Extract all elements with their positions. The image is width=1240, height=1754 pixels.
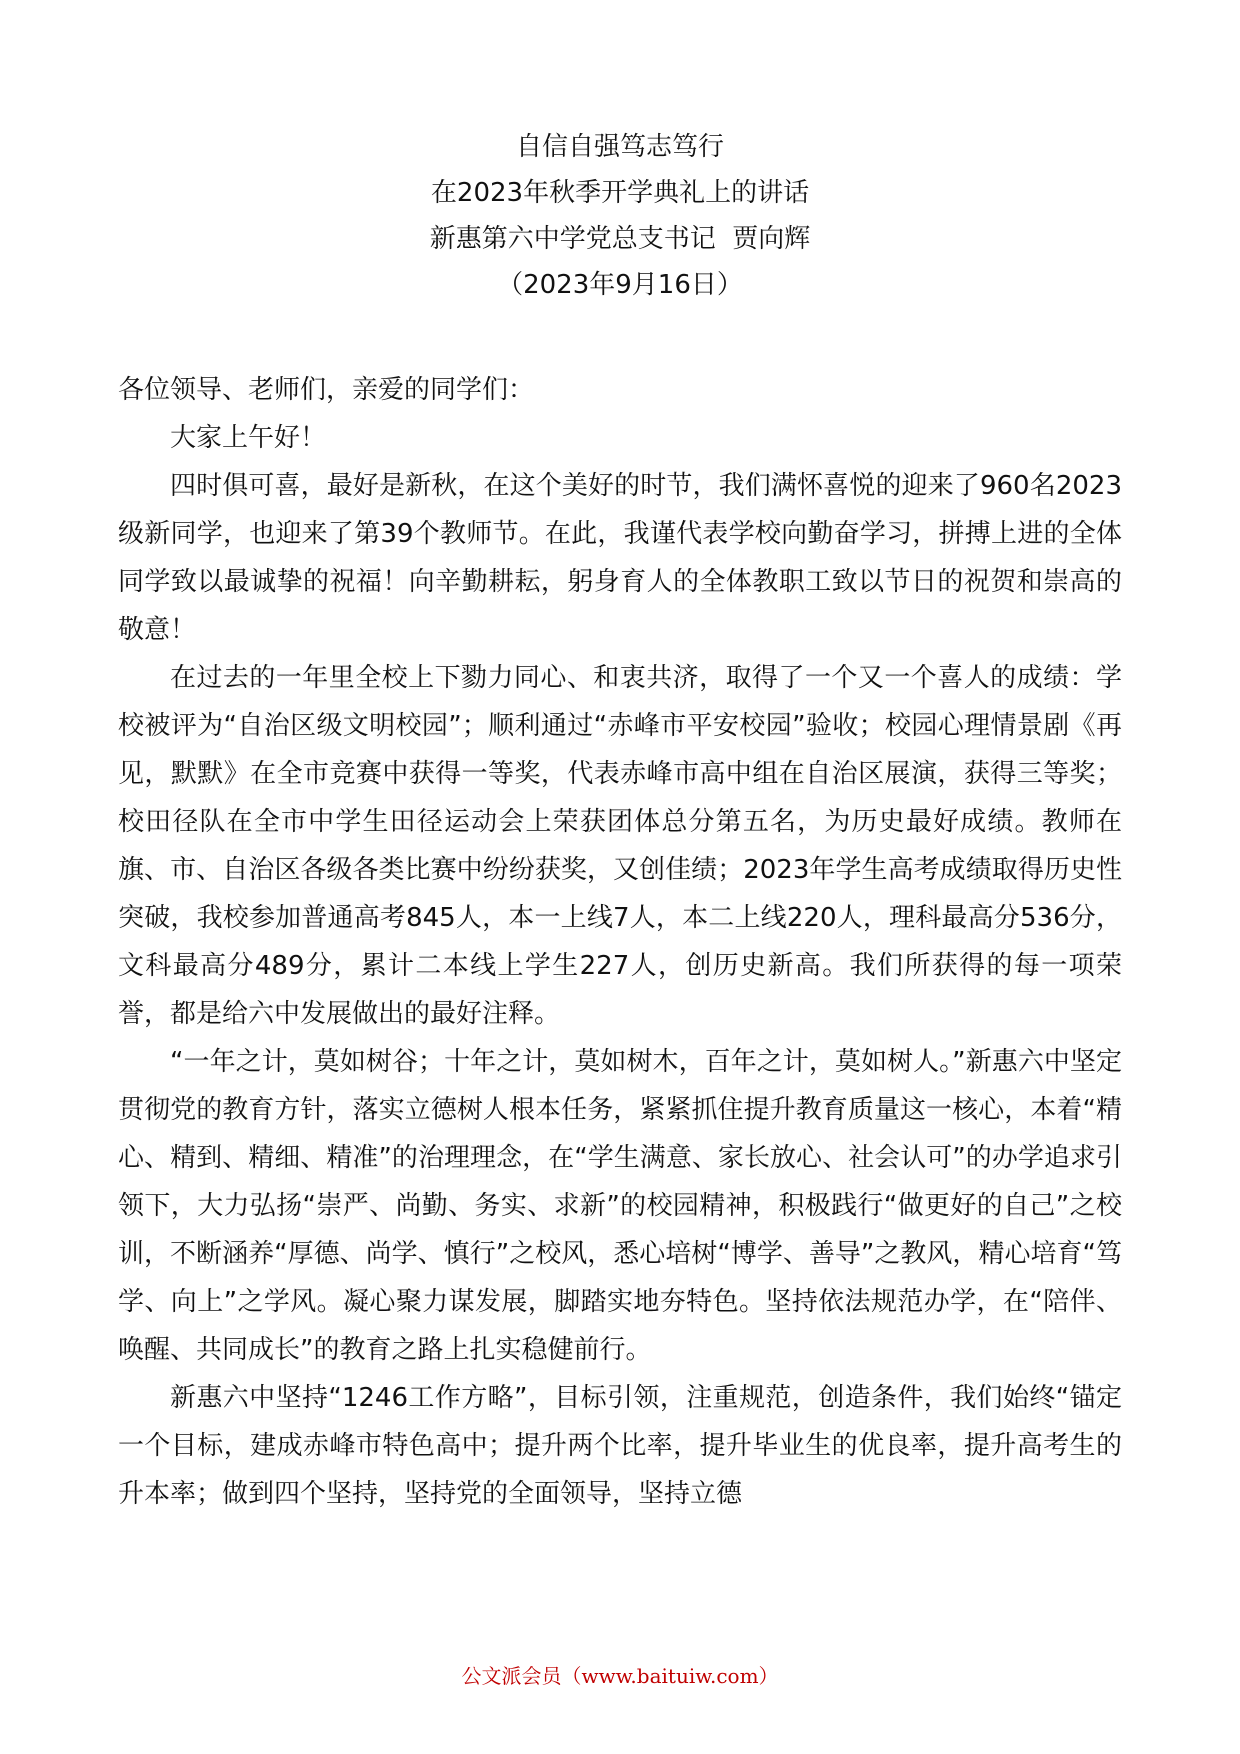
paragraph-3: “一年之计，莫如树谷；十年之计，莫如树木，百年之计，莫如树人。”新惠六中坚定贯彻党的教育方针，落实立德树人根本任务，紧紧抓住提升教育质量这一核心，本着“精心、精到、精细、精准”的治理理念，在“学生满意、家长放心、社会认可”的办学追求引领下，大力弘扬“崇严、尚勤、务实、求新”的校园精神，积极践行“做更好的自己”之校训，不断涵养“厚德、尚学、慎行”之校风，悉心培树“博学、善导”之教风，精心培育“笃学、向上”之学风。凝心聚力谋发展，脚踏实地夯特色。坚持依法规范办学，在“陪伴、唤醒、共同成长”的教育之路上扎实稳健前行。 xyxy=(118,1047,1122,1365)
speaker-line: 新惠第六中学党总支书记 贾向辉 xyxy=(429,224,811,254)
paragraph-4: 新惠六中坚持“1246工作方略”，目标引领，注重规范，创造条件，我们始终“锚定一个目标，建成赤峰市特色高中；提升两个比率，提升毕业生的优良率，提升高考生的升本率；做到四个坚持，坚持党的全面领导，坚持立德 xyxy=(118,1383,1122,1509)
speech-date: （2023年9月16日） xyxy=(497,270,743,300)
greeting: 大家上午好！ xyxy=(170,423,327,453)
document-header xyxy=(0,124,1240,308)
paragraph-1: 四时俱可喜，最好是新秋，在这个美好的时节，我们满怀喜悦的迎来了960名2023级新同学，也迎来了第39个教师节。在此，我谨代表学校向勤奋学习，拼搏上进的全体同学致以最诚挚的祝福！向辛勤耕耘，躬身育人的全体教职工致以节日的祝贺和崇高的敬意！ xyxy=(118,471,1122,645)
document-subtitle: 在2023年秋季开学典礼上的讲话 xyxy=(430,178,810,208)
document-body xyxy=(118,366,1122,1518)
salutation: 各位领导、老师们，亲爱的同学们： xyxy=(118,375,535,405)
document-title: 自信自强笃志笃行 xyxy=(515,132,724,162)
footer-watermark: 公文派会员（www.baituiw.com） xyxy=(461,1664,779,1688)
paragraph-2: 在过去的一年里全校上下勠力同心、和衷共济，取得了一个又一个喜人的成绩：学校被评为“自治区级文明校园”；顺利通过“赤峰市平安校园”验收；校园心理情景剧《再见，默默》在全市竞赛中获得一等奖，代表赤峰市高中组在自治区展演，获得三等奖；校田径队在全市中学生田径运动会上荣获团体总分第五名，为历史最好成绩。教师在旗、市、自治区各级各类比赛中纷纷获奖，又创佳绩；2023年学生高考成绩取得历史性突破，我校参加普通高考845人，本一上线7人，本二上线220人，理科最高分536分，文科最高分489分，累计二本线上学生227人，创历史新高。我们所获得的每一项荣誉，都是给六中发展做出的最好注释。 xyxy=(118,663,1122,1029)
